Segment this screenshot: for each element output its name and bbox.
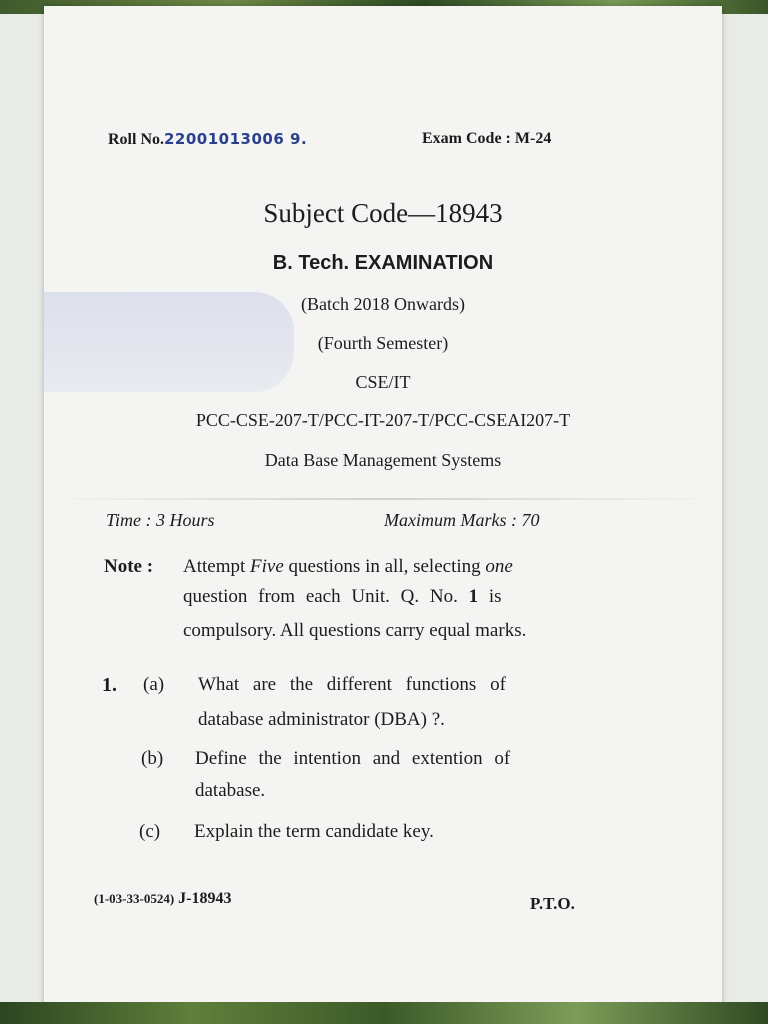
roll-label: Roll No. [108, 131, 164, 148]
maximum-marks: Maximum Marks : 70 [384, 510, 540, 530]
note-text: question from each Unit. Q. No. [183, 586, 469, 607]
part-c-line-1: Explain the term candidate key. [194, 821, 434, 842]
part-c-label: (c) [139, 821, 161, 842]
footer-code-main: J-18943 [178, 890, 232, 907]
note-text: is [478, 586, 502, 607]
note-text: questions in all, selecting [283, 556, 486, 577]
background-grass-bottom [0, 1002, 768, 1024]
part-b-line-2: database. [195, 780, 266, 801]
part-a-line-1: What are the different functions of [198, 674, 506, 695]
paper-codes: PCC-CSE-207-T/PCC-IT-207-T/PCC-CSEAI207-T [195, 410, 571, 430]
exam-paper-sheet [44, 6, 722, 1010]
note-label: Note : [104, 556, 154, 577]
part-b-line-1: Define the intention and extention of [195, 748, 511, 769]
paper-footer-code [94, 890, 231, 908]
note-emphasis-one: one [485, 556, 513, 577]
exam-title: B. Tech. EXAMINATION [272, 252, 494, 274]
time-allowed: Time : 3 Hours [106, 510, 215, 530]
note-line-3: compulsory. All questions carry equal marks. [183, 620, 527, 641]
semester-line: (Fourth Semester) [317, 333, 449, 353]
batch-line: (Batch 2018 Onwards) [301, 294, 465, 314]
note-question-number: 1 [468, 586, 479, 607]
subject-name: Data Base Management Systems [264, 450, 502, 470]
note-line-2 [183, 586, 502, 608]
subject-code: Subject Code—18943 [263, 198, 503, 228]
question-number: 1. [102, 674, 117, 696]
footer-code-small: (1-03-33-0524) [94, 891, 175, 906]
note-line-1 [183, 556, 513, 578]
page-turn-over: P.T.O. [530, 894, 575, 913]
part-b-label: (b) [141, 748, 164, 769]
note-emphasis-five: Five [250, 556, 284, 577]
branch-line: CSE/IT [355, 372, 411, 392]
roll-number [108, 130, 307, 149]
part-a-label: (a) [143, 674, 165, 695]
paper-fold-line [44, 498, 722, 500]
note-text: Attempt [183, 556, 251, 577]
roll-value-handwritten: 22001013006 9. [164, 130, 308, 148]
part-a-line-2: database administrator (DBA) ?. [198, 709, 445, 730]
exam-code: Exam Code : M-24 [422, 130, 552, 147]
